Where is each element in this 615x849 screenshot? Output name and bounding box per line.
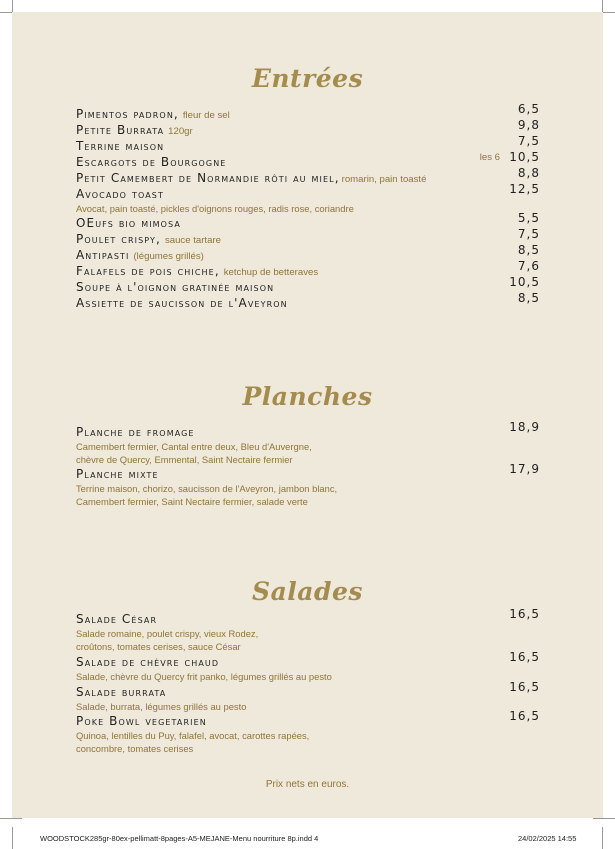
item-price: 17,9 [509, 462, 540, 476]
item-name: Pimentos padron, [76, 107, 179, 121]
item-description: chèvre de Quercy, Emmental, Saint Nectaire fermier [76, 454, 293, 465]
item-description: Quinoa, lentilles du Puy, falafel, avocat, carottes rapées, [76, 730, 310, 741]
item-price: 16,5 [509, 709, 540, 723]
menu-item [76, 710, 540, 755]
item-description: Salade, burrata, légumes grillés au pesto [76, 701, 247, 712]
item-price: 8,5 [517, 243, 540, 257]
item-name: OEufs bio mimosa [76, 216, 181, 230]
item-name: Poke Bowl vegetarien [76, 714, 207, 728]
menu-item [76, 183, 540, 215]
item-price: 16,5 [509, 680, 540, 694]
item-price: 10,5 [509, 275, 540, 289]
item-description: Terrine maison, chorizo, saucisson de l'Aveyron, jambon blanc, [76, 483, 338, 494]
item-description: concombre, tomates cerises [76, 743, 194, 754]
item-price: 7,5 [517, 227, 540, 241]
item-name: Planche mixte [76, 467, 159, 481]
crop-mark [602, 827, 603, 849]
section-title-salades: Salades [252, 577, 363, 606]
crop-mark [0, 818, 22, 819]
item-price: 8,8 [517, 166, 540, 180]
item-name: Salade de chèvre chaud [76, 655, 220, 669]
item-price: 16,5 [509, 607, 540, 621]
item-name: Terrine maison [76, 139, 165, 153]
item-note: 120gr [168, 126, 193, 137]
item-price: 18,9 [509, 420, 540, 434]
item-price: 16,5 [509, 650, 540, 664]
item-name: Salade César [76, 612, 158, 626]
item-quantity: les 6 [479, 152, 500, 163]
item-name: Petite Burrata [76, 123, 165, 137]
item-description: Camembert fermier, Cantal entre deux, Bleu d'Auvergne, [76, 441, 312, 452]
menu-item [76, 463, 540, 508]
item-description: croûtons, tomates cerises, sauce César [76, 641, 241, 652]
item-name: Falafels de pois chiche, [76, 264, 220, 278]
menu-item [76, 651, 540, 683]
item-description: Salade romaine, poulet crispy, vieux Rodez, [76, 628, 259, 639]
item-name: Planche de fromage [76, 425, 195, 439]
item-name: Antipasti [76, 248, 130, 262]
item-name: Avocado toast [76, 187, 164, 201]
item-price: 12,5 [509, 182, 540, 196]
item-price: 8,5 [517, 291, 540, 305]
item-name: Salade burrata [76, 685, 167, 699]
item-note: fleur de sel [182, 110, 230, 121]
print-slug-filename: WOODSTOCK285gr-80ex-pellimatt-8pages-A5-MEJANE-Menu nourriture 8p.indd 4 [40, 834, 319, 843]
price-note: Prix nets en euros. [265, 779, 350, 790]
menu-item [76, 681, 540, 713]
crop-mark [593, 818, 615, 819]
item-description: Salade, chèvre du Quercy frit panko, légumes grillés au pesto [76, 671, 332, 682]
item-price: 5,5 [517, 211, 540, 225]
menu-item [76, 292, 540, 311]
section-title-planches: Planches [242, 382, 373, 411]
item-name: Soupe à l'oignon gratinée maison [76, 280, 275, 294]
item-name: Petit Camembert de Normandie rôti au miel, [76, 171, 340, 185]
item-price: 7,5 [517, 134, 540, 148]
item-name: Poulet crispy, [76, 232, 161, 246]
item-name: Escargots de Bourgogne [76, 155, 227, 169]
menu-item [76, 421, 540, 466]
menu-item [76, 608, 540, 653]
item-note: sauce tartare [164, 235, 221, 246]
item-price: 6,5 [517, 102, 540, 116]
item-price: 9,8 [517, 118, 540, 132]
item-price: 10,5 [509, 150, 540, 164]
item-note: ketchup de betteraves [223, 267, 319, 278]
section-title-entrees: Entrées [251, 64, 364, 93]
item-note: romarin, pain toasté [341, 174, 427, 185]
item-name: Assiette de saucisson de l'Aveyron [76, 296, 288, 310]
crop-mark [12, 827, 13, 849]
item-note: (légumes grillés) [133, 251, 204, 262]
item-description: Avocat, pain toasté, pickles d'oignons rouges, radis rose, coriandre [76, 203, 354, 214]
print-slug-date: 24/02/2025 14:55 [518, 834, 577, 843]
item-price: 7,6 [517, 259, 540, 273]
item-description: Camembert fermier, Saint Nectaire fermier, salade verte [76, 496, 308, 507]
